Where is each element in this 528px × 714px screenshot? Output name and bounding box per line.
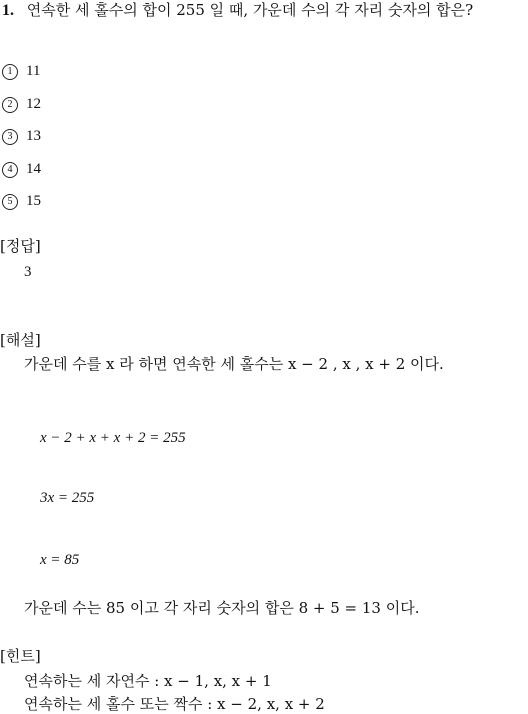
choice-4[interactable] <box>2 158 41 179</box>
choice-marker-5: 5 <box>2 194 18 210</box>
solution-conclusion: 가운데 수는 85 이고 각 자리 숫자의 합은 8 + 5 = 13 이다. <box>24 599 420 617</box>
choice-value-2: 12 <box>26 96 41 112</box>
solution-intro: 가운데 수를 x 라 하면 연속한 세 홀수는 x − 2 , x , x + 2 이다. <box>24 355 444 373</box>
choice-2[interactable] <box>2 93 41 114</box>
solution-equation-2: 3x = 255 <box>40 490 95 506</box>
choice-value-3: 13 <box>26 128 41 144</box>
question-number: 1. <box>2 2 14 19</box>
question-row <box>2 0 473 21</box>
choice-value-1: 11 <box>26 63 41 79</box>
choice-marker-2: 2 <box>2 97 18 113</box>
choice-value-5: 15 <box>26 193 41 209</box>
answer-value: 3 <box>24 264 32 280</box>
answer-label: [정답] <box>0 237 41 255</box>
choice-marker-4: 4 <box>2 162 18 178</box>
hint-line-1: 연속하는 세 자연수 : x − 1, x, x + 1 <box>24 672 272 690</box>
choice-5[interactable] <box>2 190 41 211</box>
solution-equation-3: x = 85 <box>40 552 80 568</box>
question-text: 연속한 세 홀수의 합이 255 일 때, 가운데 수의 각 자리 숫자의 합은? <box>26 1 474 19</box>
hint-label: [힌트] <box>0 647 41 665</box>
choice-marker-1: 1 <box>2 64 18 80</box>
choice-1[interactable] <box>2 60 40 81</box>
choice-marker-3: 3 <box>2 129 18 145</box>
choice-value-4: 14 <box>26 161 41 177</box>
solution-label: [해설] <box>0 331 41 349</box>
choice-3[interactable] <box>2 125 41 146</box>
solution-equation-1: x − 2 + x + x + 2 = 255 <box>40 430 186 446</box>
hint-line-2: 연속하는 세 홀수 또는 짝수 : x − 2, x, x + 2 <box>24 695 325 713</box>
